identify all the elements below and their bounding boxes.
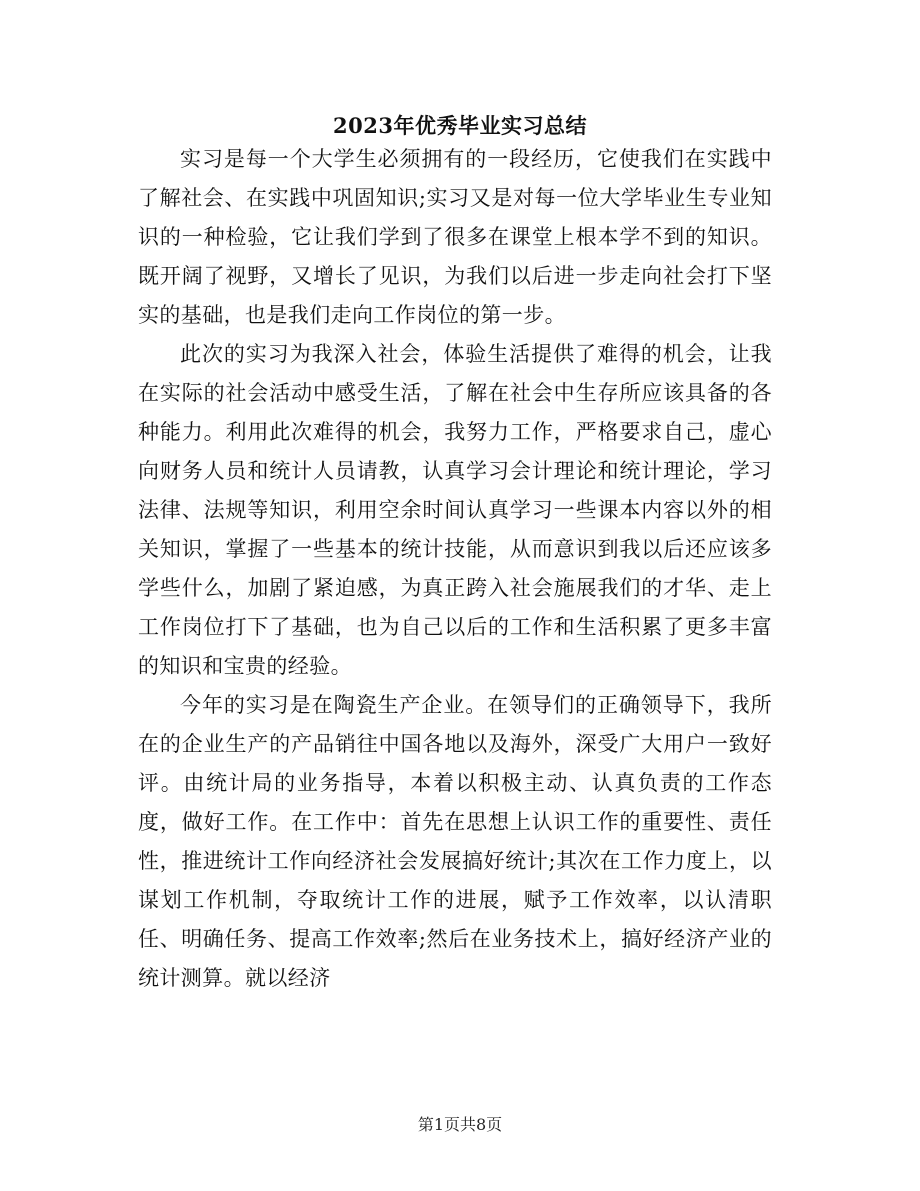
page-number-footer: 第1页共8页 <box>417 1115 503 1134</box>
paragraph-3: 今年的实习是在陶瓷生产企业。在领导们的正确领导下，我所在的企业生产的产品销往中国各地以及海外，深受广大用户一致好评。由统计局的业务指导，本着以积极主动、认真负责的工作态度，做好工作。在工作中：首先在思想上认识工作的重要性、责任性，推进统计工作向经济社会发展搞好统计;其次在工作力度上，以谋划工作机制，夺取统计工作的进展，赋予工作效率，以认清职任、明确任务、提高工作效率;然后在业务技术上，搞好经济产业的统计测算。就以经济 <box>138 693 772 990</box>
document-title: 2023年优秀毕业实习总结 <box>333 113 587 138</box>
document-body <box>138 140 772 998</box>
paragraph-1: 实习是每一个大学生必须拥有的一段经历，它使我们在实践中了解社会、在实践中巩固知识;实习又是对每一位大学毕业生专业知识的一种检验，它让我们学到了很多在课堂上根本学不到的知识。既开阔了视野，又增长了见识，为我们以后进一步走向社会打下坚实的基础，也是我们走向工作岗位的第一步。 <box>138 147 772 327</box>
paragraph-2: 此次的实习为我深入社会，体验生活提供了难得的机会，让我在实际的社会活动中感受生活，了解在社会中生存所应该具备的各种能力。利用此次难得的机会，我努力工作，严格要求自己，虚心向财务人员和统计人员请教，认真学习会计理论和统计理论，学习法律、法规等知识，利用空余时间认真学习一些课本内容以外的相关知识，掌握了一些基本的统计技能，从而意识到我以后还应该多学些什么，加剧了紧迫感，为真正跨入社会施展我们的才华、走上工作岗位打下了基础，也为自己以后的工作和生活积累了更多丰富的知识和宝贵的经验。 <box>138 342 772 678</box>
